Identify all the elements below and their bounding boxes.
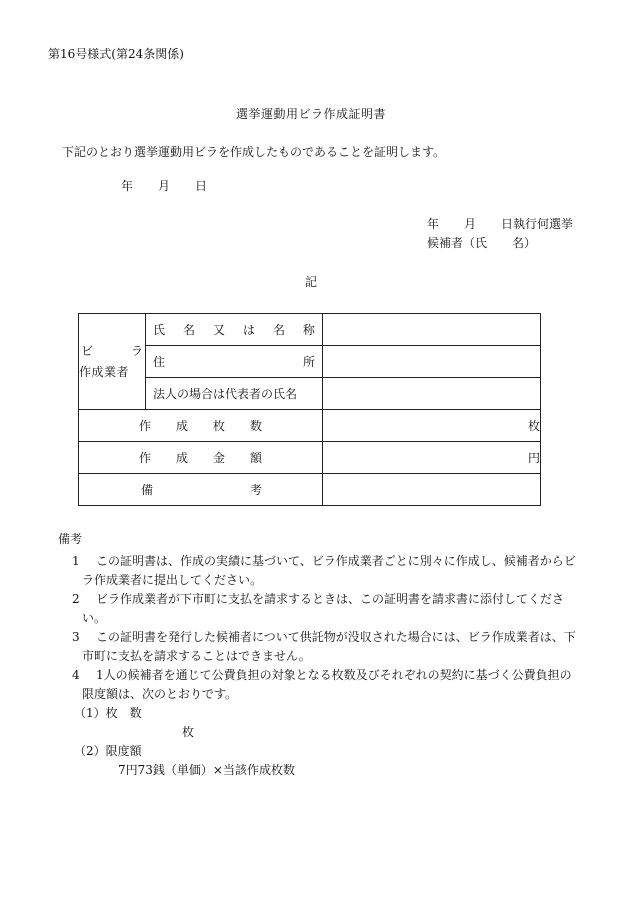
name-label: 氏 名 又 は 名 称	[153, 322, 315, 337]
address-label: 住 所	[153, 354, 315, 369]
document-title: 選挙運動用ビラ作成証明書	[236, 107, 387, 121]
amount-unit: 円	[527, 450, 540, 465]
note-item-1: 1 この証明書は、作成の実績に基づいて、ビラ作成業者ごとに別々に作成し、候補者からビラ作成業者に提出してください。	[72, 554, 576, 587]
corp-label-cell	[146, 378, 323, 410]
date-month: 月	[158, 179, 171, 193]
remarks-label: 備 考	[141, 482, 262, 497]
certificate-table	[78, 313, 541, 506]
table-row-amount	[79, 442, 541, 474]
candidate-label: 候補者（氏	[427, 236, 488, 250]
amount-label-cell	[79, 442, 323, 474]
count-label: 作 成 枚 数	[139, 418, 262, 433]
date-year: 年	[121, 179, 134, 193]
sub-item-limit-value: 7円73銭（単価）×当該作成枚数	[118, 763, 295, 777]
vendor-group-label	[79, 314, 146, 410]
table-row-corp	[79, 378, 541, 410]
remarks-value-cell[interactable]	[323, 474, 541, 506]
vendor-group-label-bottom: 作成業者	[79, 365, 130, 379]
address-value-cell[interactable]	[323, 346, 541, 378]
corp-value-cell[interactable]	[323, 378, 541, 410]
sub-item-count-label: （1）枚 数	[74, 706, 142, 720]
note-item-4: 4 1人の候補者を通じて公費負担の対象となる枚数及びそれぞれの契約に基づく公費負担の限度額は、次のとおりです。	[72, 668, 572, 701]
election-day-name: 日執行何選挙	[501, 217, 574, 231]
count-unit: 枚	[527, 418, 540, 433]
corp-label: 法人の場合は代表者の氏名	[153, 386, 298, 401]
vendor-group-label-top: ビ ラ	[81, 344, 143, 358]
date-day: 日	[195, 179, 208, 193]
amount-label: 作 成 金 額	[139, 450, 262, 465]
table-row-count	[79, 410, 541, 442]
remarks-label-cell	[79, 474, 323, 506]
address-label-cell	[146, 346, 323, 378]
count-label-cell	[79, 410, 323, 442]
note-item-3: 3 この証明書を発行した候補者について供託物が没収された場合には、ビラ作成業者は、下市町に支払を請求することはできません。	[72, 630, 576, 663]
intro-text: 下記のとおり選挙運動用ビラを作成したものであることを証明します。	[62, 145, 446, 159]
election-month: 月	[464, 217, 477, 231]
note-item-2: 2 ビラ作成業者が下市町に支払を請求するときは、この証明書を請求書に添付してください。	[72, 592, 565, 625]
table-row-remarks	[79, 474, 541, 506]
sub-item-count-unit: 枚	[182, 725, 195, 739]
sub-item-limit-label: （2）限度額	[74, 744, 142, 758]
count-value-cell[interactable]	[323, 410, 541, 442]
notes-section	[58, 530, 578, 780]
notes-heading: 備考	[58, 532, 83, 546]
name-value-cell[interactable]	[323, 314, 541, 346]
ki-heading: 記	[305, 275, 318, 289]
form-number: 第16号様式(第24条関係)	[48, 47, 184, 61]
amount-value-cell[interactable]	[323, 442, 541, 474]
candidate-label-end: 名）	[512, 236, 537, 250]
name-label-cell	[146, 314, 323, 346]
table-row-name	[79, 314, 541, 346]
table-row-address	[79, 346, 541, 378]
election-year: 年	[427, 217, 440, 231]
